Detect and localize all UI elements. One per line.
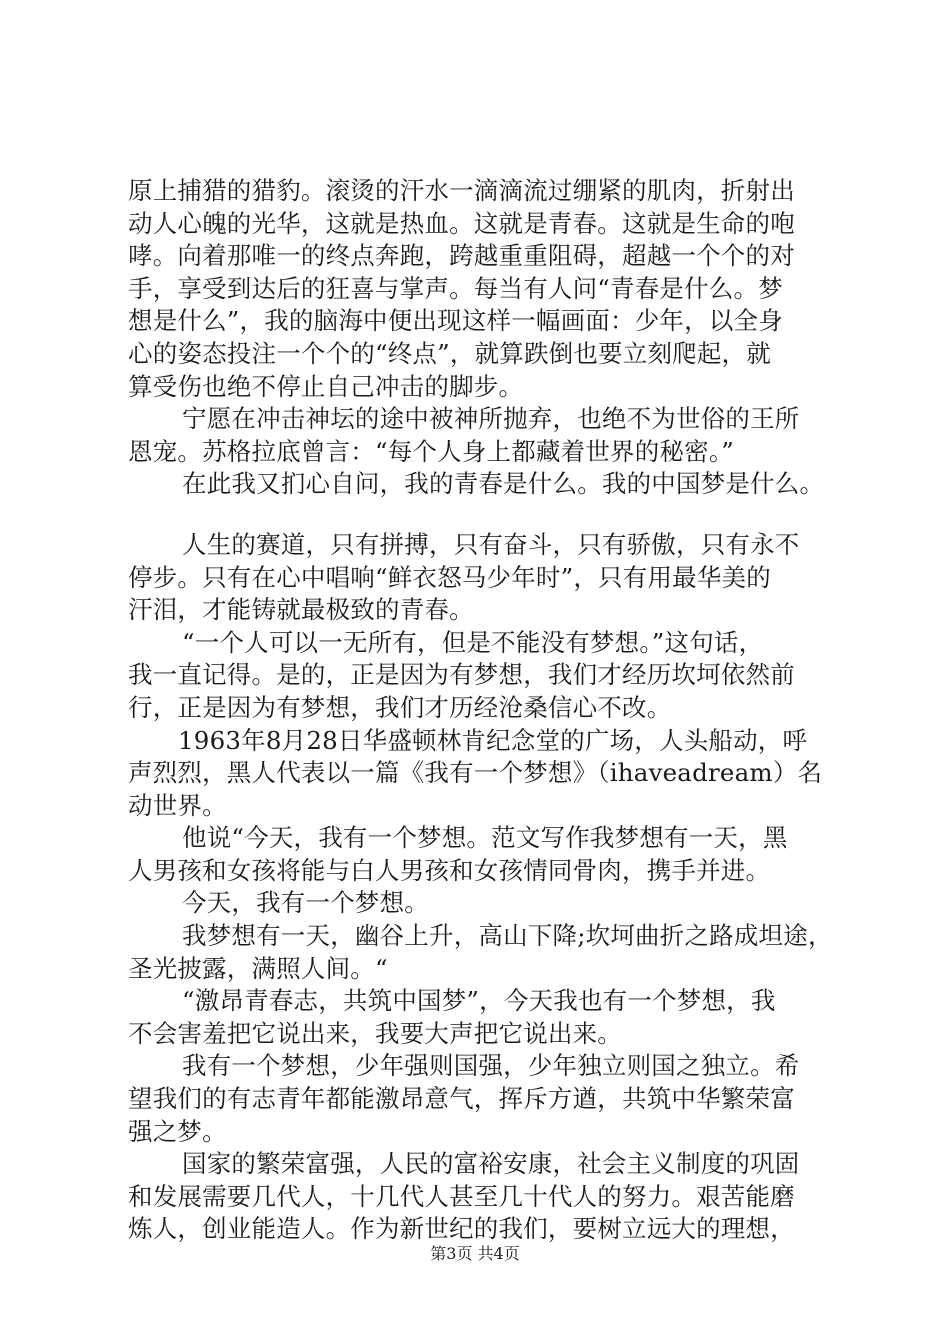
page-number-footer: 第3页 共4页 — [430, 1244, 520, 1263]
text-line: 和发展需要几代人，十几代人甚至几十代人的努力。艰苦能磨 — [128, 1181, 795, 1211]
text-line: 他说“今天，我有一个梦想。范文写作我梦想有一天，黑 — [182, 823, 788, 853]
text-line: “一个人可以一无所有，但是不能没有梦想。”这句话， — [182, 627, 764, 657]
text-line: 人男孩和女孩将能与白人男孩和女孩情同骨肉，携手并进。 — [128, 855, 771, 885]
text-line: 想是什么”，我的脑海中便出现这样一幅画面：少年，以全身 — [128, 306, 783, 336]
text-line: 动人心魄的光华，这就是热血。这就是青春。这就是生命的咆 — [128, 208, 795, 238]
text-line: 炼人，创业能造人。作为新世纪的我们，要树立远大的理想， — [128, 1214, 795, 1244]
text-line: 手，享受到达后的狂喜与掌声。每当有人问“青春是什么。梦 — [128, 273, 783, 303]
text-line: 我有一个梦想，少年强则国强，少年独立则国之独立。希 — [182, 1051, 800, 1081]
text-line: 宁愿在冲击神坛的途中被神所抛弃，也绝不为世俗的王所 — [182, 404, 800, 434]
text-line: 汗泪，才能铸就最极致的青春。 — [128, 595, 474, 625]
text-line: 恩宠。苏格拉底曾言：“每个人身上都藏着世界的秘密。” — [128, 436, 734, 466]
text-line: 心的姿态投注一个个的“终点”，就算跌倒也要立刻爬起，就 — [128, 338, 771, 368]
text-line: 强之梦。 — [128, 1116, 227, 1146]
text-line: 圣光披露，满照人间。“ — [128, 953, 388, 983]
text-line: 动世界。 — [128, 790, 227, 820]
text-line: “激昂青春志，共筑中国梦”，今天我也有一个梦想，我 — [182, 986, 776, 1016]
text-line: 在此我又扪心自问，我的青春是什么。我的中国梦是什么。 — [182, 469, 825, 499]
text-line: 算受伤也绝不停止自己冲击的脚步。 — [128, 371, 524, 401]
text-line: 人生的赛道，只有拼搏，只有奋斗，只有骄傲，只有永不 — [182, 529, 800, 559]
text-line: 望我们的有志青年都能激昂意气，挥斥方遒，共筑中华繁荣富 — [128, 1084, 795, 1114]
text-line: 我一直记得。是的，正是因为有梦想，我们才经历坎坷依然前 — [128, 660, 795, 690]
paragraph-gap — [128, 501, 848, 529]
text-line: 行，正是因为有梦想，我们才历经沧桑信心不改。 — [128, 692, 672, 722]
text-line: 1963年8月28日华盛顿林肯纪念堂的广场，人头船动，呼 — [178, 725, 808, 755]
text-line: 哮。向着那唯一的终点奔跑，跨越重重阻碍，超越一个个的对 — [128, 241, 795, 271]
text-line: 不会害羞把它说出来，我要大声把它说出来。 — [128, 1018, 622, 1048]
text-line: 今天，我有一个梦想。 — [182, 888, 429, 918]
text-line: 原上捕猎的猎豹。滚烫的汗水一滴滴流过绷紧的肌肉，折射出 — [128, 176, 795, 205]
text-line: 国家的繁荣富强，人民的富裕安康，社会主义制度的巩固 — [182, 1149, 800, 1179]
text-line: 声烈烈，黑人代表以一篇《我有一个梦想》（ihaveadream）名 — [128, 758, 823, 788]
text-line: 停步。只有在心中唱响“鲜衣怒马少年时”，只有用最华美的 — [128, 562, 771, 592]
text-line: 我梦想有一天，幽谷上升，高山下降;坎坷曲折之路成坦途， — [182, 921, 833, 951]
body-text — [128, 175, 848, 1246]
